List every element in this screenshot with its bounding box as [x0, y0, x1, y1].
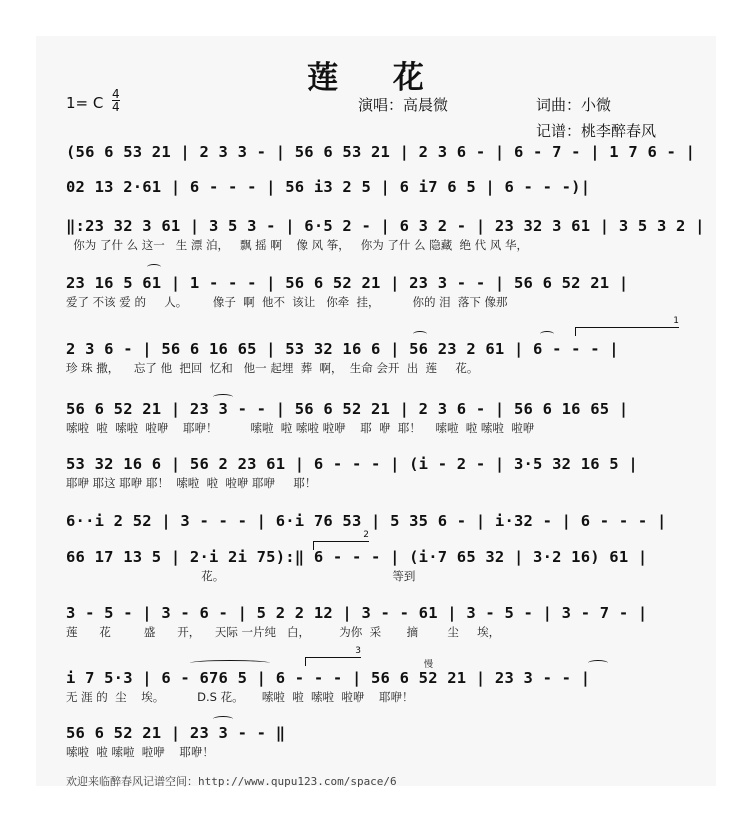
volta-bracket: [305, 646, 361, 666]
time-signature: [112, 88, 120, 113]
score-line: [66, 510, 686, 548]
time-top: 4: [112, 87, 120, 101]
volta-number: 2: [363, 530, 369, 540]
composer-credit: 词曲：小微: [536, 96, 612, 114]
singer-credit: 演唱：高晨微: [358, 96, 449, 114]
lyrics: 你为 了什 么 这一 生 漂 泊， 飘 摇 啊 像 风 筝， 你为 了什 么 隐藏 绝 代 风 华，: [66, 238, 528, 252]
song-title: 莲 花: [307, 60, 446, 96]
notation: (56 6 53 21 | 2 3 3 - | 56 6 53 21 | 2 3 6 - | 6 - 7 - | 1 7 6 - |: [66, 143, 696, 161]
score-line: [66, 272, 686, 310]
slur: [213, 716, 233, 722]
lyrics: 嗦啦 啦 嗦啦 啦咿 耶咿！ 嗦啦 啦 嗦啦 啦咿 耶 咿 耶！ 嗦啦 啦 嗦啦 啦咿: [66, 421, 535, 435]
slur: [540, 331, 554, 337]
volta-number: 1: [673, 316, 679, 326]
notation: 23 16 5 61 | 1 - - - | 56 6 52 21 | 23 3 - - | 56 6 52 21 |: [66, 274, 629, 292]
lyrics: 无 涯 的 尘 埃。 D.S 花。 嗦啦 啦 嗦啦 啦咿 耶咿！: [66, 690, 414, 704]
lyrics: 莲 花 盛 开， 天际 一片纯 白， 为你 采 摘 尘 埃，: [66, 625, 501, 639]
volta-bracket: [575, 316, 679, 336]
slur: [588, 660, 608, 666]
footer-credit: 欢迎来临醉春风记谱空间：http://www.qupu123.com/space/6: [66, 775, 397, 788]
lyrics: [66, 198, 686, 214]
slur: [413, 331, 427, 337]
notation: 53 32 16 6 | 56 2 23 61 | 6 - - - | (i - 2 - | 3·5 32 16 5 |: [66, 455, 638, 473]
transcriber-credit: 记谱：桃李醉春风: [536, 122, 657, 140]
notation: ‖:23 32 3 61 | 3 5 3 - | 6·5 2 - | 6 3 2 - | 23 32 3 61 | 3 5 3 2 |: [66, 217, 705, 235]
notation: 56 6 52 21 | 23 3 - - ‖: [66, 724, 286, 742]
notation: 02 13 2·61 | 6 - - - | 56 i3 2 5 | 6 i7 6 5 | 6 - - -)|: [66, 178, 591, 196]
time-bottom: 4: [112, 100, 120, 114]
slur: [147, 264, 161, 270]
notation: 56 6 52 21 | 23 3 - - | 56 6 52 21 | 2 3 6 - | 56 6 16 65 |: [66, 400, 629, 418]
tempo-mark-slow: 慢: [424, 660, 434, 670]
score-line: [66, 176, 686, 214]
notation: 6··i 2 52 | 3 - - - | 6·i 76 53 | 5 35 6 - | i·32 - | 6 - - - |: [66, 512, 667, 530]
score-line: [66, 453, 686, 491]
score-line: [66, 338, 686, 376]
lyrics: 耶咿 耶这 耶咿 耶！ 嗦啦 啦 啦咿 耶咿 耶！: [66, 476, 317, 490]
score-line: [66, 141, 696, 179]
volta-number: 3: [355, 646, 361, 656]
notation: 2 3 6 - | 56 6 16 65 | 53 32 16 6 | 56 23 2 61 | 6 - - - |: [66, 340, 619, 358]
notation: 66 17 13 5 | 2·i 2i 75):‖ 6 - - - | (i·7 65 32 | 3·2 16) 61 |: [66, 548, 648, 566]
lyrics: 花。 等到: [66, 569, 416, 583]
score-line: [66, 215, 705, 253]
volta-bracket: [313, 530, 369, 550]
notation: i 7 5·3 | 6 - 676 5 | 6 - - - | 56 6 52 21 | 23 3 - - |: [66, 669, 591, 687]
score-line: [66, 602, 686, 640]
score-line: [66, 398, 686, 436]
slur: [190, 660, 270, 666]
score-line: [66, 546, 686, 584]
key-signature: 1= C: [66, 94, 104, 112]
score-line: [66, 667, 686, 705]
notation: 3 - 5 - | 3 - 6 - | 5 2 2 12 | 3 - - 61 | 3 - 5 - | 3 - 7 - |: [66, 604, 648, 622]
score-line: [66, 722, 686, 760]
slur: [213, 394, 233, 400]
lyrics: 嗦啦 啦 嗦啦 啦咿 耶咿！: [66, 745, 214, 759]
lyrics: 爱了 不该 爱 的 人。 像子 啊 他不 该让 你牵 挂， 你的 泪 落下 像那: [66, 295, 508, 309]
lyrics: 珍 珠 撒， 忘了 他 把回 忆和 他一 起埋 葬 啊， 生命 会开 出 莲 花。: [66, 361, 479, 375]
